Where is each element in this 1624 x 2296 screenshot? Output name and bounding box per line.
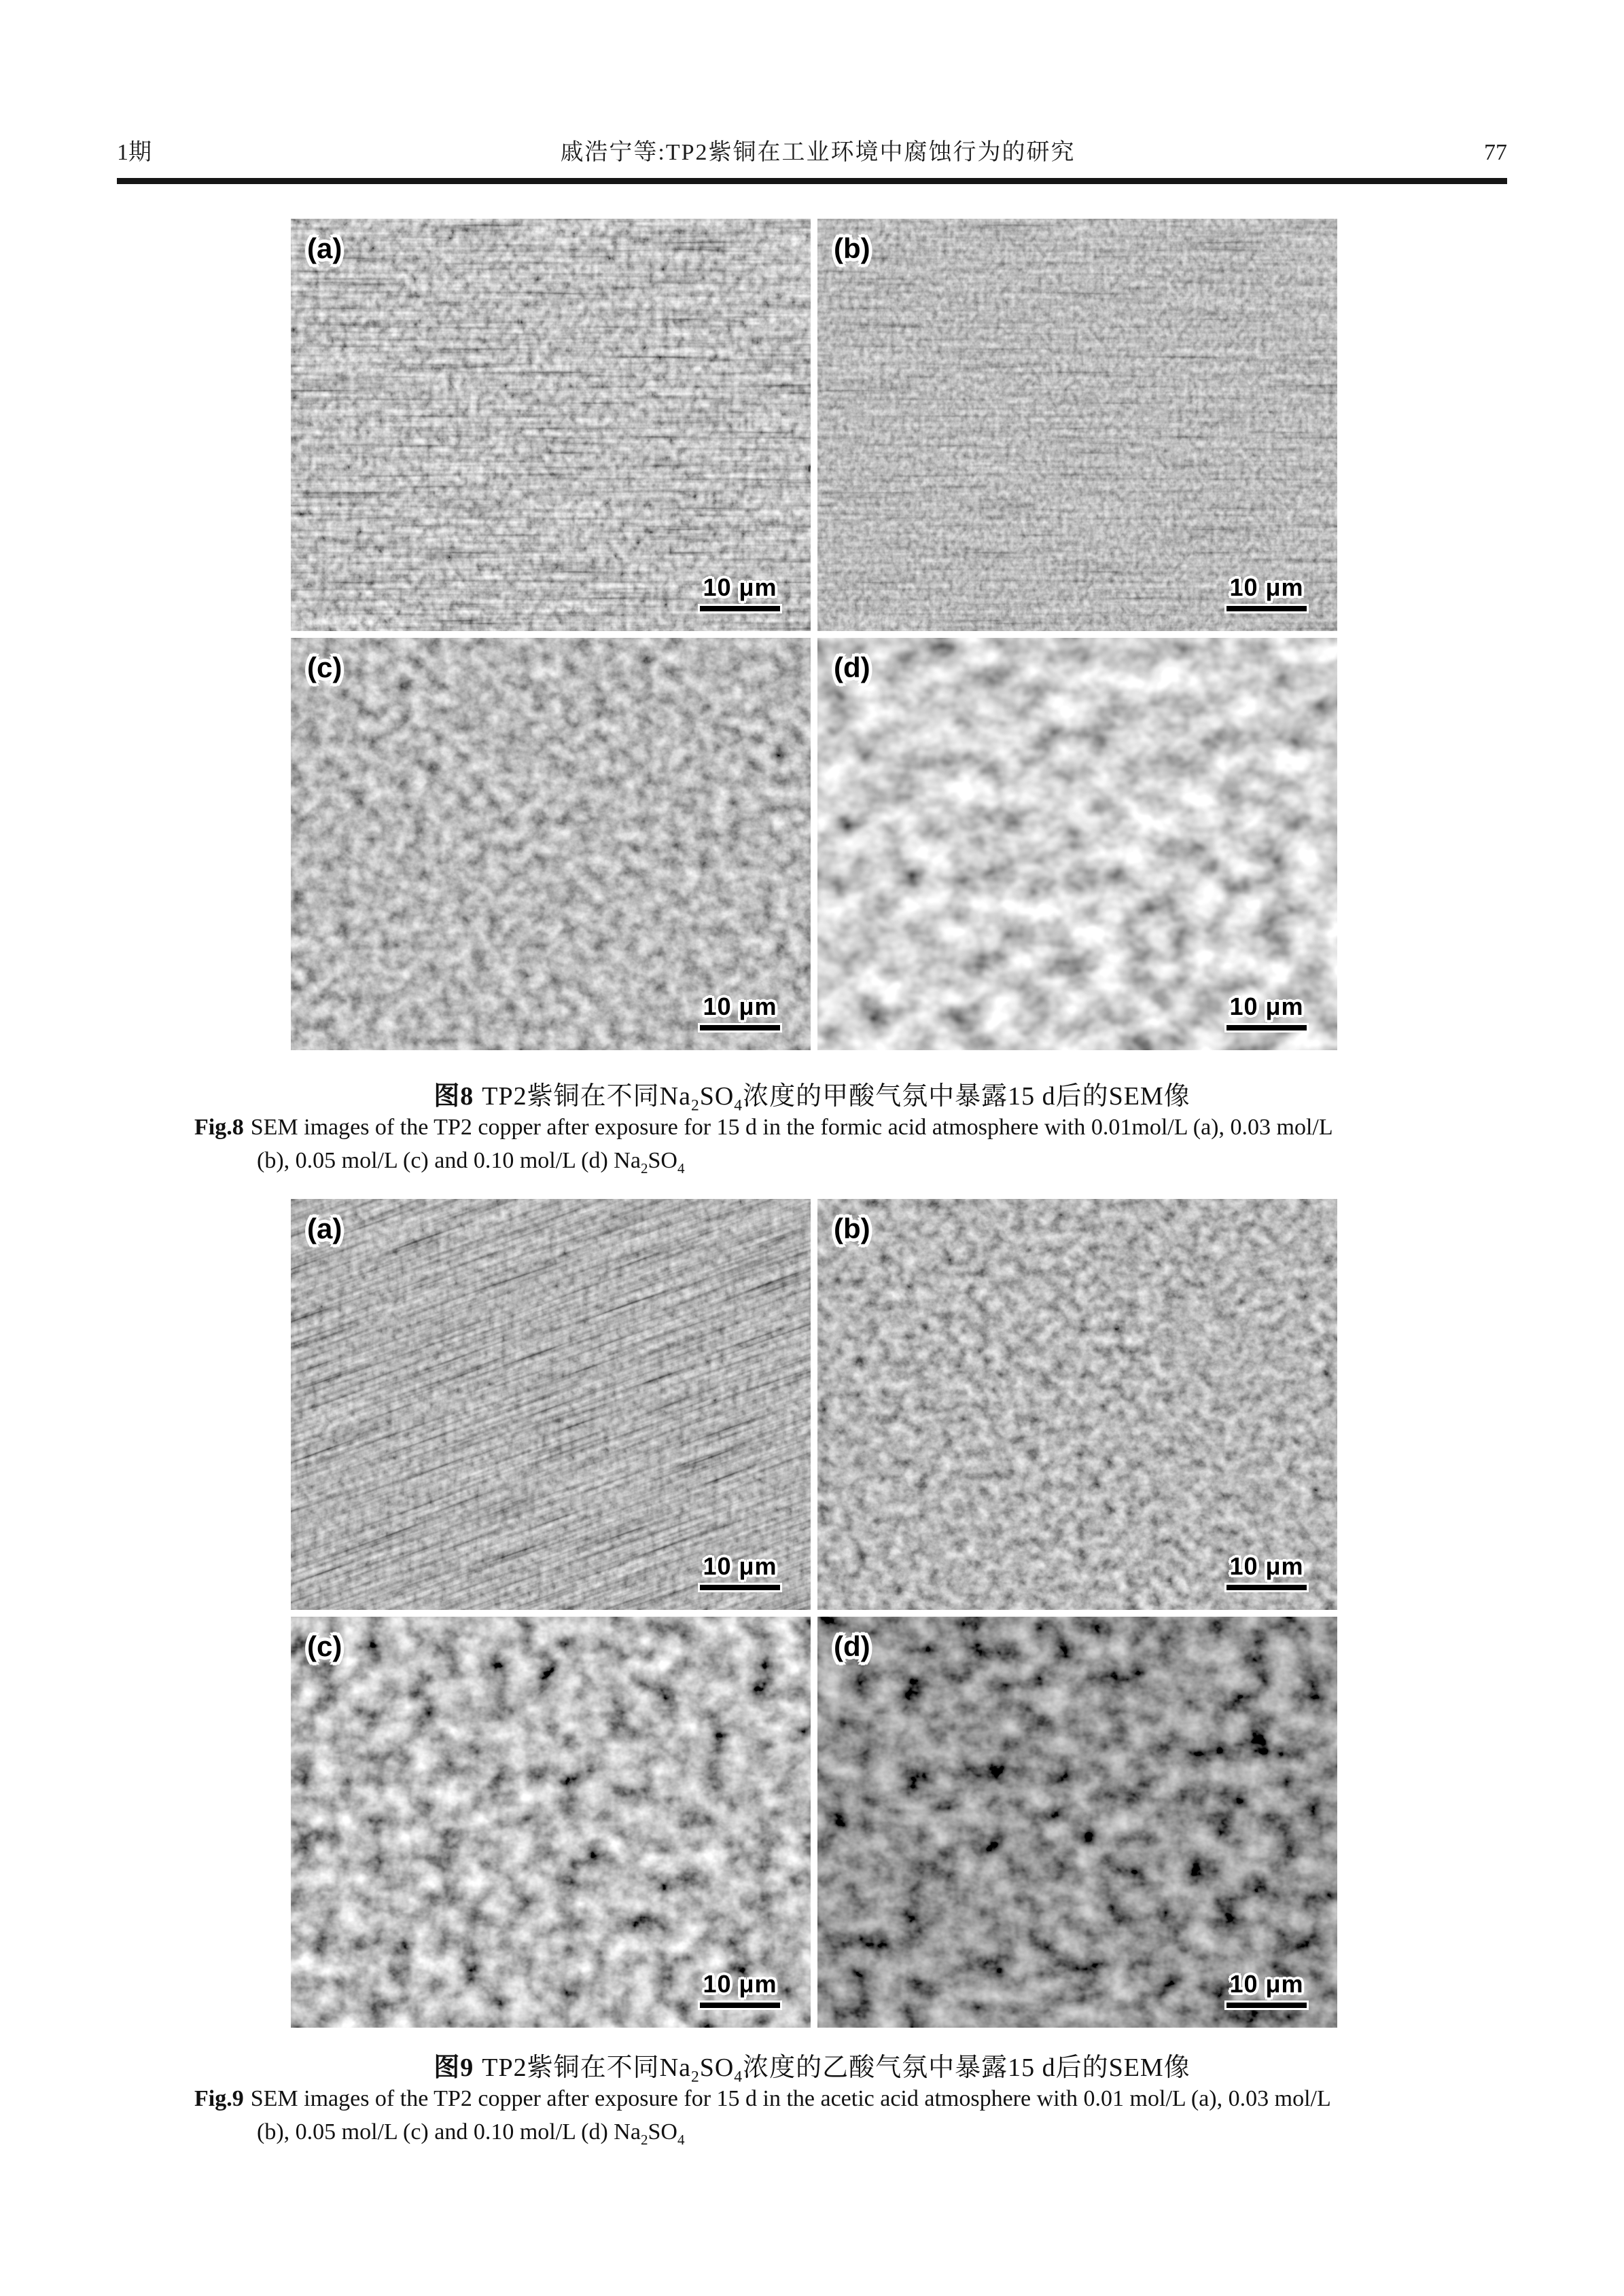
scale-bar-label: 10 μm	[1229, 992, 1304, 1021]
fig9-panel-c	[291, 1617, 811, 2028]
scale-bar	[698, 575, 782, 613]
scale-bar-label: 10 μm	[1229, 573, 1304, 602]
fig9-caption-zh-text: TP2紫铜在不同Na	[482, 2053, 691, 2082]
fig9-caption-tag: 图9	[434, 2053, 474, 2082]
scale-bar	[1224, 1554, 1309, 1592]
sem-micrograph	[291, 638, 811, 1050]
subscript: 4	[734, 1096, 743, 1115]
sem-micrograph	[817, 1199, 1337, 1610]
fig8-caption-en	[194, 1111, 1445, 1178]
fig9-caption-en-text: SEM images of the TP2 copper after exposure for 15 d in the acetic acid atmosphere with 0.01 mol/L (a), 0.03 mol/L	[250, 2086, 1331, 2111]
figure-9-image-grid	[291, 1199, 1337, 2028]
subscript: 4	[677, 2131, 685, 2148]
scale-bar-line	[1224, 1583, 1309, 1592]
scale-bar-line	[1224, 2001, 1309, 2010]
scale-bar	[1224, 575, 1309, 613]
subscript: 2	[690, 2068, 700, 2086]
fig8-caption-zh-text: TP2紫铜在不同Na	[482, 1082, 691, 1111]
panel-label: (b)	[834, 232, 870, 264]
scale-bar	[698, 1554, 782, 1592]
fig8-caption-zh	[0, 1075, 1624, 1115]
sem-micrograph	[817, 219, 1337, 631]
fig8-caption-zh-formula: SO	[699, 1082, 735, 1111]
page-header	[117, 133, 1507, 166]
fig9-caption-en-formula: SO	[648, 2119, 677, 2145]
fig9-caption-en-line2-text: (b), 0.05 mol/L (c) and 0.10 mol/L (d) Na	[257, 2119, 641, 2145]
journal-issue: 1期	[117, 140, 152, 165]
fig8-caption-zh-rest: 浓度的甲酸气氛中暴露15 d后的SEM像	[743, 1082, 1190, 1111]
fig8-panel-b	[817, 219, 1337, 631]
scale-bar-line	[698, 604, 782, 613]
scale-bar-line	[698, 1023, 782, 1033]
panel-label: (d)	[834, 1630, 870, 1662]
panel-label: (b)	[834, 1213, 870, 1244]
fig8-caption-tag: 图8	[434, 1082, 474, 1111]
fig9-caption-zh	[0, 2046, 1624, 2086]
fig9-caption-en-line2	[194, 2116, 1445, 2149]
fig8-caption-en-text: SEM images of the TP2 copper after exposure for 15 d in the formic acid atmosphere with 0.01mol/L (a), 0.03 mol/L	[250, 1115, 1333, 1140]
panel-label: (a)	[307, 1213, 342, 1244]
scale-bar-label: 10 μm	[703, 1970, 777, 1998]
scale-bar-label: 10 μm	[703, 1552, 777, 1581]
panel-label: (a)	[307, 232, 342, 264]
panel-label: (d)	[834, 651, 870, 683]
scale-bar-line	[698, 1583, 782, 1592]
subscript: 4	[734, 2068, 743, 2086]
panel-label: (c)	[307, 651, 342, 683]
fig8-caption-en-line1	[194, 1111, 1445, 1145]
fig8-panel-c	[291, 638, 811, 1050]
subscript: 4	[677, 1160, 685, 1177]
fig9-panel-b	[817, 1199, 1337, 1610]
header-rule	[117, 178, 1507, 184]
fig9-caption-en	[194, 2083, 1445, 2149]
fig8-panel-d	[817, 638, 1337, 1050]
fig9-caption-en-line1	[194, 2083, 1445, 2116]
sem-micrograph	[291, 1199, 811, 1610]
subscript: 2	[640, 2131, 648, 2148]
scale-bar-line	[698, 2001, 782, 2010]
sem-micrograph	[817, 1617, 1337, 2028]
fig8-caption-en-tag: Fig.8	[194, 1115, 244, 1140]
scale-bar-label: 10 μm	[703, 573, 777, 602]
page-number: 77	[1484, 140, 1507, 165]
scale-bar	[1224, 994, 1309, 1033]
sem-micrograph	[817, 638, 1337, 1050]
subscript: 2	[640, 1160, 648, 1177]
fig8-caption-en-formula: SO	[648, 1147, 677, 1173]
scale-bar-line	[1224, 604, 1309, 613]
scale-bar-label: 10 μm	[703, 992, 777, 1021]
scale-bar	[698, 994, 782, 1033]
scale-bar-line	[1224, 1023, 1309, 1033]
figure-8-image-grid	[291, 219, 1337, 1050]
fig9-caption-zh-formula: SO	[699, 2053, 735, 2082]
fig9-panel-d	[817, 1617, 1337, 2028]
fig9-panel-a	[291, 1199, 811, 1610]
running-title: 戚浩宁等:TP2紫铜在工业环境中腐蚀行为的研究	[560, 140, 1076, 165]
fig8-caption-en-line2	[194, 1145, 1445, 1178]
scale-bar	[1224, 1971, 1309, 2010]
fig9-caption-en-tag: Fig.9	[194, 2086, 244, 2111]
scale-bar-label: 10 μm	[1229, 1552, 1304, 1581]
panel-label: (c)	[307, 1630, 342, 1662]
scale-bar-label: 10 μm	[1229, 1970, 1304, 1998]
sem-micrograph	[291, 1617, 811, 2028]
sem-micrograph	[291, 219, 811, 631]
subscript: 2	[690, 1096, 700, 1115]
fig8-caption-en-line2-text: (b), 0.05 mol/L (c) and 0.10 mol/L (d) Na	[257, 1147, 641, 1173]
fig8-panel-a	[291, 219, 811, 631]
fig9-caption-zh-rest: 浓度的乙酸气氛中暴露15 d后的SEM像	[743, 2053, 1190, 2082]
scale-bar	[698, 1971, 782, 2010]
